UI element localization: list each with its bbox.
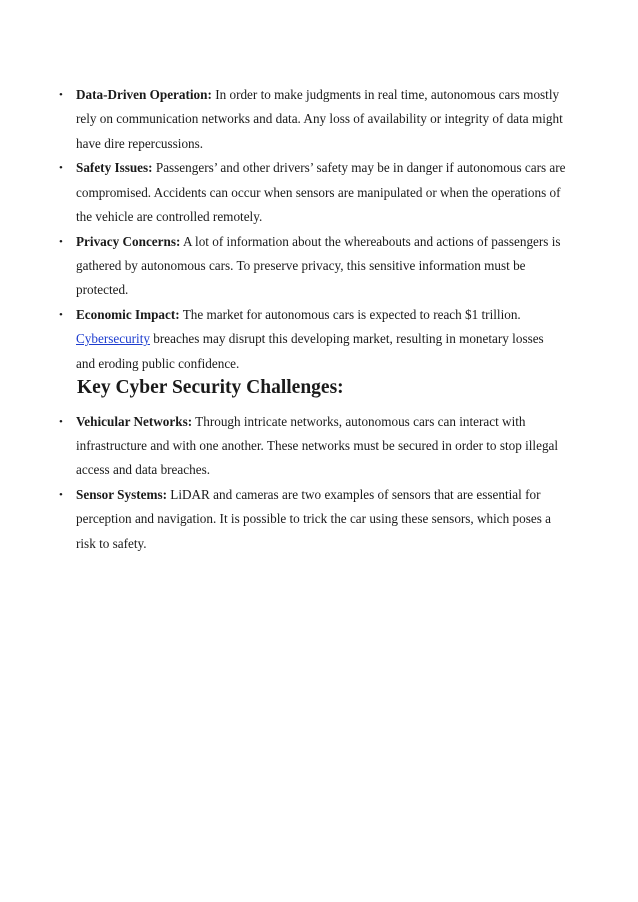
challenges-list	[0, 410, 566, 556]
item-text: breaches may disrupt this developing market, resulting in monetary losses and eroding public confidence.	[76, 331, 544, 371]
section-heading: Key Cyber Security Challenges:	[77, 376, 344, 398]
item-title: Sensor Systems:	[76, 486, 167, 502]
item-title: Safety Issues:	[76, 160, 153, 176]
list-item-sensor-systems	[59, 483, 566, 556]
importance-list	[0, 83, 566, 376]
bullet-icon: •	[59, 235, 63, 248]
item-text: The market for autonomous cars is expected to reach $1 trillion.	[179, 307, 521, 323]
cybersecurity-link[interactable]: Cybersecurity	[76, 331, 150, 347]
item-text: Through intricate networks, autonomous cars can interact with infrastructure and with one another. These networks must be secured in order to stop illegal access and data breaches.	[76, 413, 559, 478]
list-item-vehicular-networks	[59, 410, 566, 483]
bullet-icon: •	[59, 309, 63, 322]
item-text: A lot of information about the whereabouts and actions of passengers is gathered by autonomous cars. To preserve privacy, this sensitive information must be protected.	[76, 233, 561, 298]
item-text: In order to make judgments in real time, autonomous cars mostly rely on communication networks and data. Any loss of availability or integrity of data might have dire repercussions.	[76, 87, 563, 151]
item-text: LiDAR and cameras are two examples of sensors that are essential for perception and navigation. It is possible to trick the car using these sensors, which poses a risk to safety.	[76, 486, 552, 551]
bullet-icon: •	[59, 162, 63, 175]
item-title: Data-Driven Operation:	[76, 87, 212, 102]
item-title: Economic Impact:	[76, 307, 180, 323]
list-item-data-driven-operation	[59, 83, 566, 156]
bullet-icon: •	[59, 89, 63, 101]
bullet-icon: •	[59, 488, 63, 501]
list-item-privacy-concerns	[59, 230, 566, 303]
item-text: Passengers’ and other drivers’ safety may be in danger if autonomous cars are compromised. Accidents can occur when sensors are manipulated or when the operations of the vehicle are controlled remotely.	[76, 160, 566, 224]
bullet-icon: •	[59, 415, 63, 428]
list-item-safety-issues	[59, 156, 566, 229]
item-title: Vehicular Networks:	[76, 413, 193, 429]
list-item-economic-impact	[59, 303, 566, 376]
item-title: Privacy Concerns:	[76, 233, 181, 249]
